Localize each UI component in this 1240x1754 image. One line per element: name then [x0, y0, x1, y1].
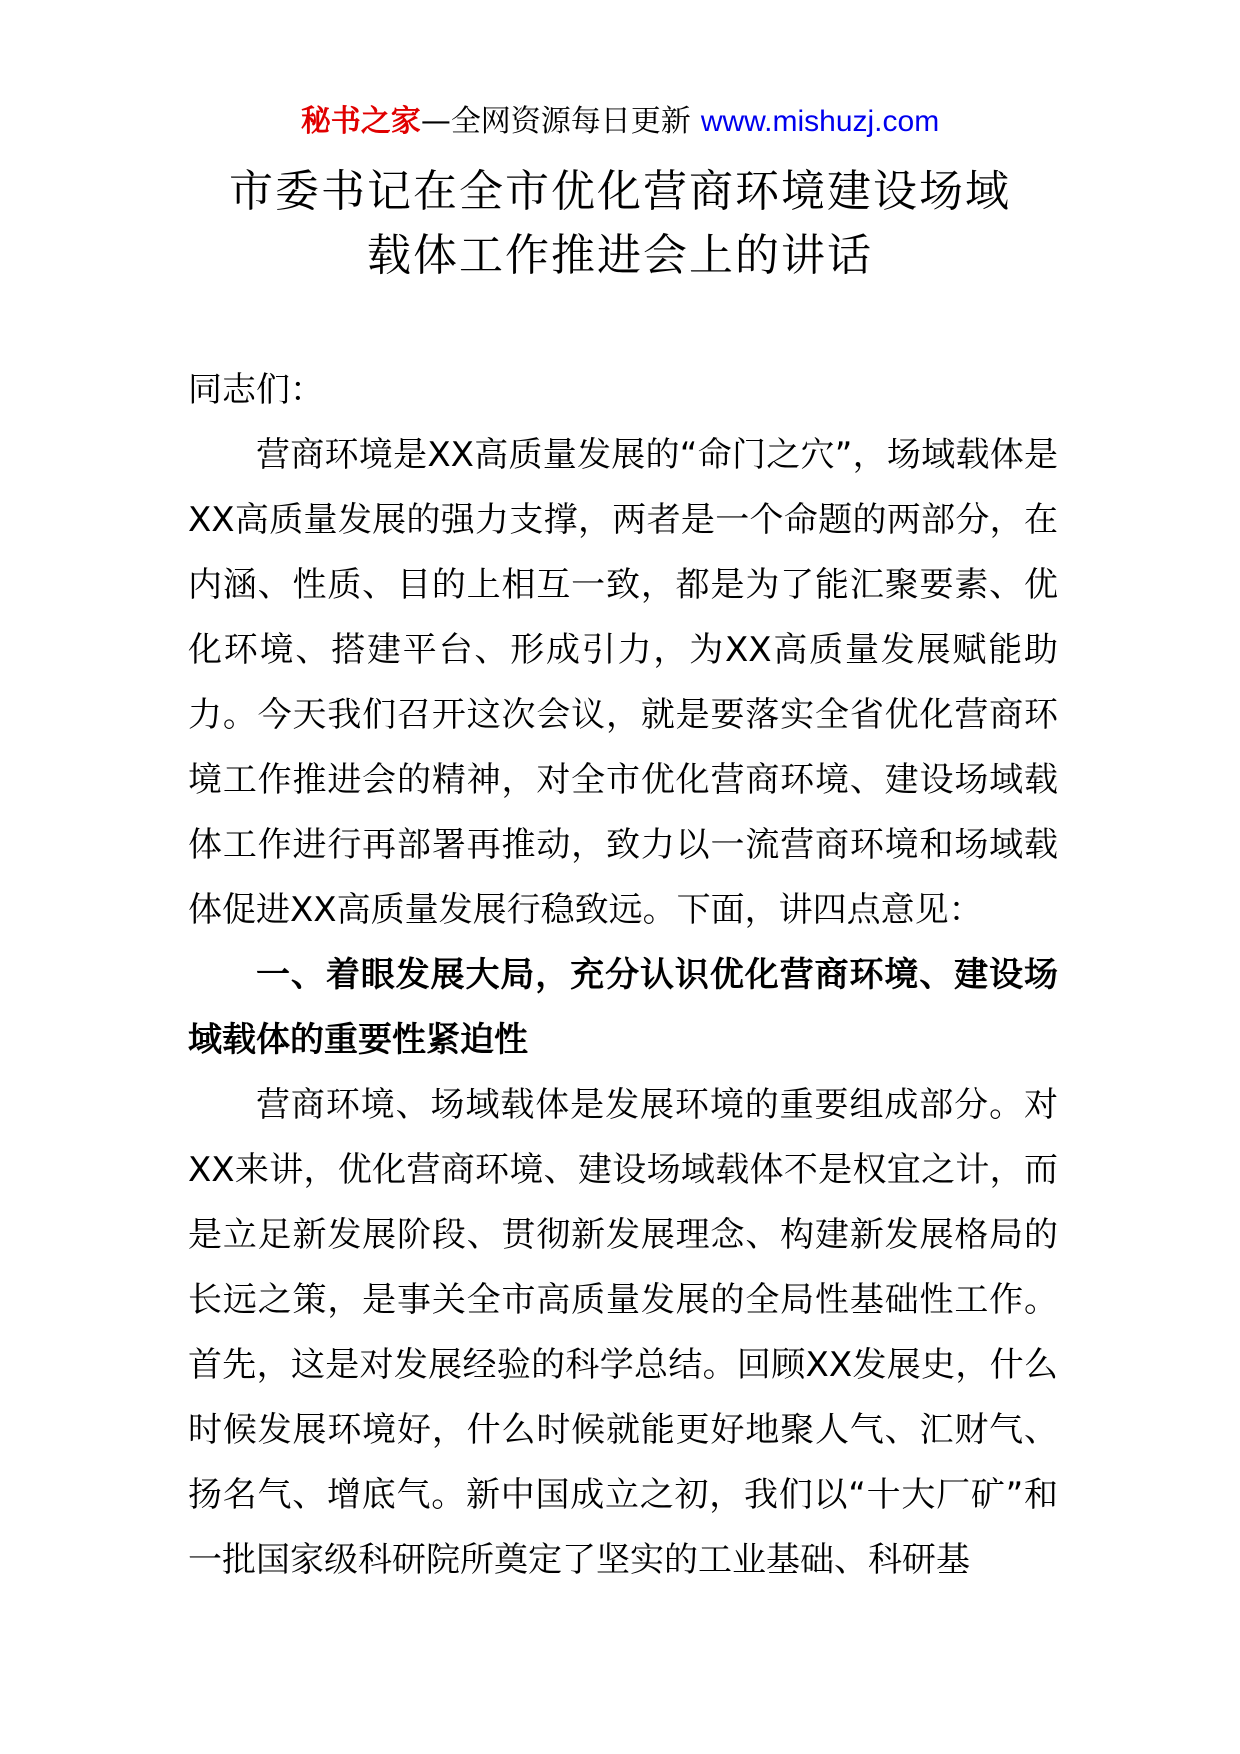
- document-body: [188, 358, 1058, 1593]
- paragraph-intro: 营商环境是XX高质量发展的“命门之穴”，场域载体是XX高质量发展的强力支撑，两者是一个命题的两部分，在内涵、性质、目的上相互一致，都是为了能汇聚要素、优化环境、搭建平台、形成引力，为XX高质量发展赋能助力。今天我们召开这次会议，就是要落实全省优化营商环境工作推进会的精神，对全市优化营商环境、建设场域载体工作进行再部署再推动，致力以一流营商环境和场域载体促进XX高质量发展行稳致远。下面，讲四点意见：: [188, 435, 1058, 930]
- title-line-2: 载体工作推进会上的讲话: [367, 230, 873, 281]
- brand-name: 秘书之家: [300, 104, 421, 139]
- paragraph-section-1: 营商环境、场域载体是发展环境的重要组成部分。对XX来讲，优化营商环境、建设场域载体不是权宜之计，而是立足新发展阶段、贯彻新发展理念、构建新发展格局的长远之策，是事关全市高质量发展的全局性基础性工作。首先，这是对发展经验的科学总结。回顾XX发展史，什么时候发展环境好，什么时候就能更好地聚人气、汇财气、扬名气、增底气。新中国成立之初，我们以“十大厂矿”和一批国家级科研院所奠定了坚实的工业基础、科研基: [188, 1085, 1058, 1580]
- salutation: 同志们：: [188, 370, 324, 410]
- title-line-1: 市委书记在全市优化营商环境建设场域: [229, 166, 1011, 217]
- section-heading-1: 一、着眼发展大局，充分认识优化营商环境、建设场域载体的重要性紧迫性: [188, 955, 1058, 1060]
- document-title: [0, 160, 1240, 288]
- site-header: [0, 100, 1240, 144]
- site-url-link[interactable]: www.mishuzj.com: [700, 105, 940, 138]
- site-slogan: —全网资源每日更新: [420, 104, 691, 139]
